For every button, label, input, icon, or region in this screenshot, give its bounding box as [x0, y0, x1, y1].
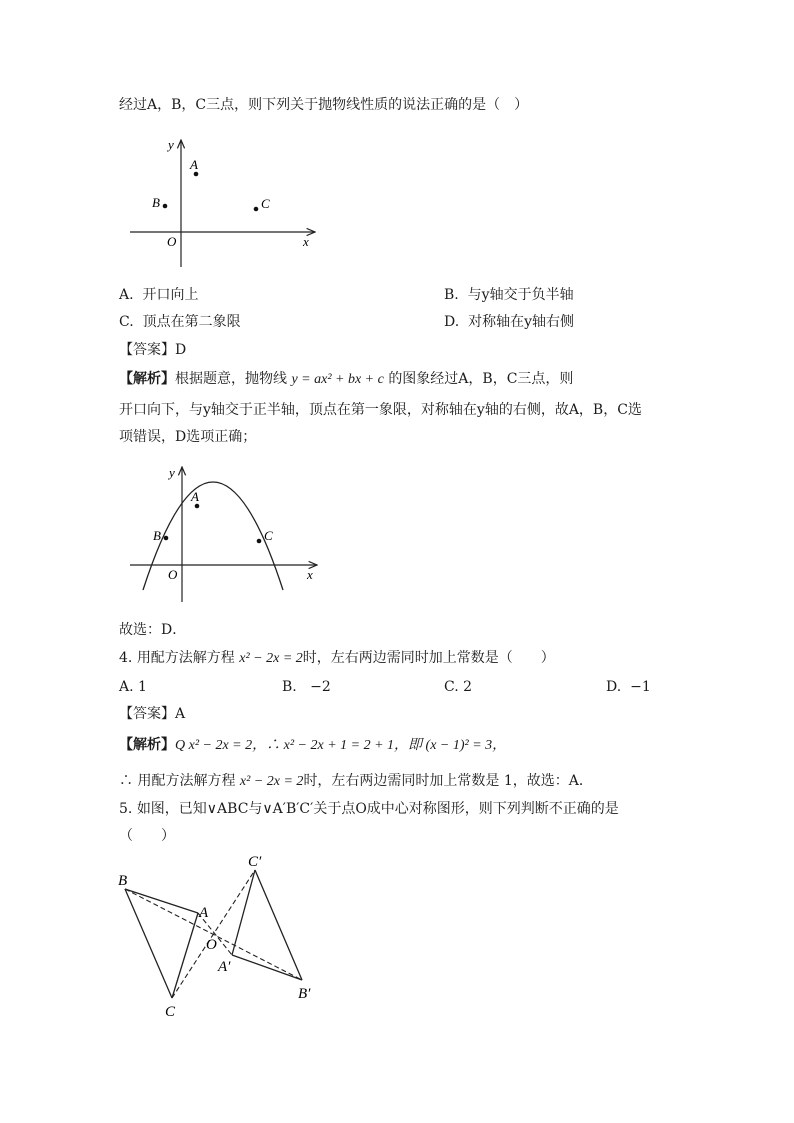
point-c-2	[257, 539, 262, 544]
edge-bc	[125, 889, 172, 998]
q4-analysis-line2: ∴ 用配方法解方程 x² − 2x = 2时，左右两边需同时加上常数是 1，故选：A．	[119, 773, 593, 789]
label-b: B	[152, 195, 160, 210]
edge-c2b2	[255, 870, 302, 980]
q3-option-d[interactable]: D. 对称轴在y轴右侧	[444, 314, 575, 330]
edge-ba	[125, 889, 198, 913]
q4-stem: 4. 用配方法解方程 x² − 2x = 2时，左右两边需同时加上常数是（ ）	[119, 650, 555, 666]
q4-option-c[interactable]: C. 2	[444, 679, 473, 695]
label-a-2: A	[191, 489, 199, 504]
q5-stem: 5. 如图，已知∨ABC与∨A′B′C′关于点O成中心对称图形，则下列判断不正确的是	[119, 801, 619, 817]
label-c: C	[261, 196, 270, 211]
point-b	[163, 204, 168, 209]
label-o: O	[167, 234, 177, 249]
q3-analysis-line1: 【解析】根据题意，抛物线 y = ax² + bx + c 的图象经过A，B，C三点，则	[119, 371, 574, 387]
label-b-prime: B′	[298, 986, 311, 1002]
label-o: O	[206, 937, 217, 953]
parabola-curve	[143, 482, 283, 590]
q4-option-a[interactable]: A. 1	[119, 679, 147, 695]
label-y-2: y	[169, 465, 175, 480]
q3-answer: 【答案】D	[119, 342, 187, 358]
point-c	[254, 207, 259, 212]
label-x-2: x	[307, 567, 313, 582]
point-a-2	[195, 504, 200, 509]
q4-analysis-line1: 【解析】Q x² − 2x = 2，∴ x² − 2x + 1 = 2 + 1，即 (x − 1)² = 3，	[119, 737, 507, 753]
q3-option-b[interactable]: B. 与y轴交于负半轴	[444, 287, 574, 303]
q3-analysis-line2: 开口向下，与y轴交于正半轴，顶点在第一象限，对称轴在y轴的右侧，故A，B，C选	[119, 402, 642, 418]
edge-c2a2	[232, 870, 255, 955]
label-a: A	[199, 905, 209, 921]
q3-option-c[interactable]: C. 顶点在第二象限	[119, 314, 241, 330]
q3-stem: 经过A，B，C三点，则下列关于抛物线性质的说法正确的是（ ）	[119, 97, 529, 113]
label-o-2: O	[168, 567, 178, 582]
q3-analysis-line3: 项错误，D选项正确；	[119, 429, 257, 445]
dash-cc2	[172, 870, 255, 998]
q4-answer: 【答案】A	[119, 706, 186, 722]
label-x: x	[303, 234, 309, 249]
point-a	[194, 172, 199, 177]
q5-stem-paren: （ ）	[119, 828, 175, 844]
q3-conclusion: 故选：D．	[119, 622, 187, 638]
label-a-prime: A′	[218, 959, 231, 975]
edge-a2b2	[232, 955, 302, 980]
q4-option-d[interactable]: D. −1	[606, 679, 651, 695]
label-b: B	[118, 873, 128, 889]
label-a: A	[190, 157, 198, 172]
q3-option-a[interactable]: A. 开口向上	[119, 287, 199, 303]
label-y: y	[168, 137, 174, 152]
q3-figure-points	[125, 135, 325, 275]
label-c: C	[165, 1004, 176, 1020]
label-b-2: B	[153, 528, 161, 543]
edge-ac	[172, 913, 198, 998]
label-c-2: C	[264, 528, 273, 543]
q4-option-b[interactable]: B. −2	[282, 679, 331, 695]
point-b-2	[164, 536, 169, 541]
label-c-prime: C′	[248, 854, 262, 870]
q5-figure-triangles	[112, 850, 332, 1025]
q3-figure-parabola	[125, 462, 325, 607]
